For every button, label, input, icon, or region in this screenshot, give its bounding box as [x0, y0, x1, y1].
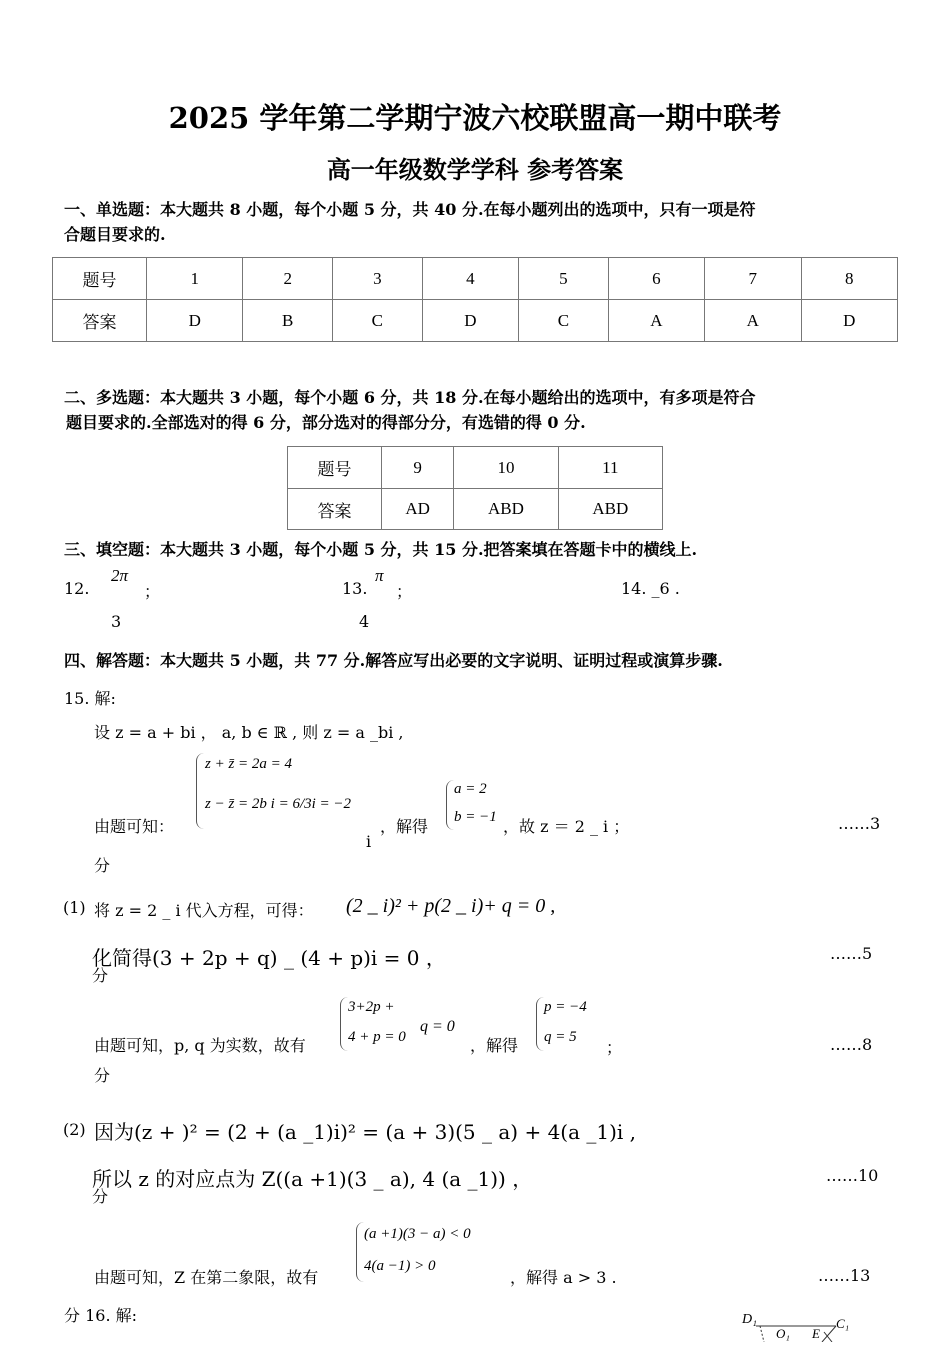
table-cell: 6 — [608, 258, 704, 300]
score-mark: ……8 — [830, 1035, 873, 1054]
system1-eq1: z + z̄ = 2a = 4 — [205, 756, 293, 772]
part1-equation: (2 _ i)² + p(2 _ i)+ q = 0 , — [346, 895, 556, 917]
q15-solve-1: ，解得 — [380, 817, 429, 836]
table-row — [288, 447, 663, 489]
table-cell: 3 — [333, 258, 423, 300]
figure-label-c1: C₁ — [836, 1316, 850, 1331]
q15-conclusion-1: ，故 z ＝ 2 _ i ； — [503, 817, 630, 836]
part1-simplify: 化简得(3 + 2p + q) _ (4 + p)i = 0 ， — [92, 946, 446, 970]
section1-heading: 一、单选题：本大题共 8 小题，每个小题 5 分，共 40 分.在每小题列出的选项中，只有一项是符 — [64, 200, 756, 219]
part2-text: 因为(z + )² = (2 + (a _1)i)² = (a + 3)(5 _ a) + 4(a _1)i , — [94, 1120, 637, 1144]
system5-eq1: (a +1)(3 − a) < 0 — [364, 1226, 471, 1242]
score-mark: ……13 — [818, 1266, 871, 1285]
q12-separator: ； — [144, 582, 161, 601]
q12-denominator: 3 — [111, 612, 122, 631]
page-title: 2025 学年第二学期宁波六校联盟高一期中联考 — [168, 101, 782, 135]
system2-eq2: b = −1 — [454, 809, 497, 825]
table-cell: D — [422, 300, 518, 342]
system2-eq1: a = 2 — [454, 781, 487, 797]
figure-label-d1: D₁ — [742, 1312, 757, 1327]
table-header-cell: 题号 — [53, 258, 147, 300]
table-cell: 11 — [558, 447, 662, 489]
system4-eq2: q = 5 — [544, 1029, 577, 1045]
system3-eq2: 4 + p = 0 — [348, 1029, 406, 1045]
q13-separator: ； — [396, 582, 413, 601]
score-unit: 分 — [92, 1187, 109, 1206]
table-row — [53, 258, 898, 300]
q13-denominator: 4 — [359, 612, 370, 631]
q13-numerator: π — [375, 566, 384, 585]
q13-label: 13. — [342, 579, 368, 598]
part2-point: 所以 z 的对应点为 Z((a +1)(3 _ a), 4 (a _1)) ， — [92, 1167, 533, 1191]
table-cell: ABD — [454, 489, 558, 530]
table-cell: 4 — [422, 258, 518, 300]
table-header-cell: 题号 — [288, 447, 382, 489]
geometry-figure — [742, 1312, 862, 1342]
section2-heading: 二、多选题：本大题共 3 小题，每个小题 6 分，共 18 分.在每小题给出的选项中，有多项是符合 — [64, 388, 756, 407]
table-cell: A — [705, 300, 801, 342]
table-cell: 10 — [454, 447, 558, 489]
table-cell: 1 — [147, 258, 243, 300]
figure-label-e: E — [812, 1326, 820, 1341]
system1-note: i — [366, 832, 372, 851]
part1-text: 将 z = 2 _ i 代入方程，可得： — [94, 901, 314, 920]
table-cell: ABD — [558, 489, 662, 530]
table-cell: D — [801, 300, 897, 342]
score-unit: 分 — [92, 966, 109, 985]
section1-heading-cont: 合题目要求的. — [64, 225, 166, 244]
score-unit: 分 — [94, 856, 111, 875]
system5-eq2: 4(a −1) > 0 — [364, 1258, 436, 1274]
section3-heading: 三、填空题：本大题共 3 小题，每个小题 5 分，共 15 分.把答案填在答题卡中的横线上. — [64, 540, 698, 559]
part1-solve: ，解得 — [470, 1036, 519, 1055]
score-mark: ……3 — [838, 814, 881, 833]
q14-answer: 14. _6 . — [621, 579, 680, 598]
table-cell: C — [333, 300, 423, 342]
table-header-cell: 答案 — [288, 489, 382, 530]
table-header-cell: 答案 — [53, 300, 147, 342]
table-cell: 2 — [243, 258, 333, 300]
table-cell: 7 — [705, 258, 801, 300]
score-mark: ……5 — [830, 944, 873, 963]
q15-setup: 设 z = a + bi ， a, b ∈ ℝ , 则 z = a _bi , — [94, 723, 404, 742]
score-mark: ……10 — [826, 1166, 879, 1185]
part2-known: 由题可知，Z 在第二象限，故有 — [94, 1268, 319, 1287]
system4-eq1: p = −4 — [544, 999, 587, 1015]
system1-eq2: z − z̄ = 2b i = 6/3i = −2 — [205, 796, 352, 812]
score-unit: 分 — [94, 1066, 111, 1085]
table-cell: A — [608, 300, 704, 342]
table-cell: 5 — [519, 258, 609, 300]
table-cell: AD — [382, 489, 454, 530]
table-cell: 9 — [382, 447, 454, 489]
table-cell: C — [519, 300, 609, 342]
part2-solve: ，解得 a > 3 . — [510, 1268, 617, 1287]
answer-table-multi — [287, 446, 663, 530]
figure-label-o1: O₁ — [776, 1326, 790, 1341]
table-row — [288, 489, 663, 530]
part1-semicolon: ； — [606, 1038, 623, 1057]
answer-table-single — [52, 257, 898, 342]
table-row — [53, 300, 898, 342]
part2-label: (2) — [63, 1120, 86, 1139]
table-cell: B — [243, 300, 333, 342]
part1-known: 由题可知，p, q 为实数，故有 — [94, 1036, 306, 1055]
q16-heading: 分 16. 解: — [64, 1306, 138, 1325]
page-subtitle: 高一年级数学学科 参考答案 — [326, 155, 624, 184]
q15-heading: 15. 解: — [64, 689, 116, 708]
part1-label: (1) — [63, 898, 86, 917]
system3-tail: q = 0 — [420, 1018, 455, 1035]
q15-known: 由题可知： — [94, 817, 175, 836]
section2-heading-cont: 题目要求的.全部选对的得 6 分，部分选对的得部分分，有选错的得 0 分. — [66, 413, 586, 432]
table-cell: D — [147, 300, 243, 342]
q12-label: 12. — [64, 579, 90, 598]
table-cell: 8 — [801, 258, 897, 300]
q12-numerator: 2π — [111, 566, 129, 585]
system3-eq1: 3+2p + — [348, 999, 395, 1015]
section4-heading: 四、解答题：本大题共 5 小题，共 77 分.解答应写出必要的文字说明、证明过程或演算步骤. — [64, 651, 723, 670]
